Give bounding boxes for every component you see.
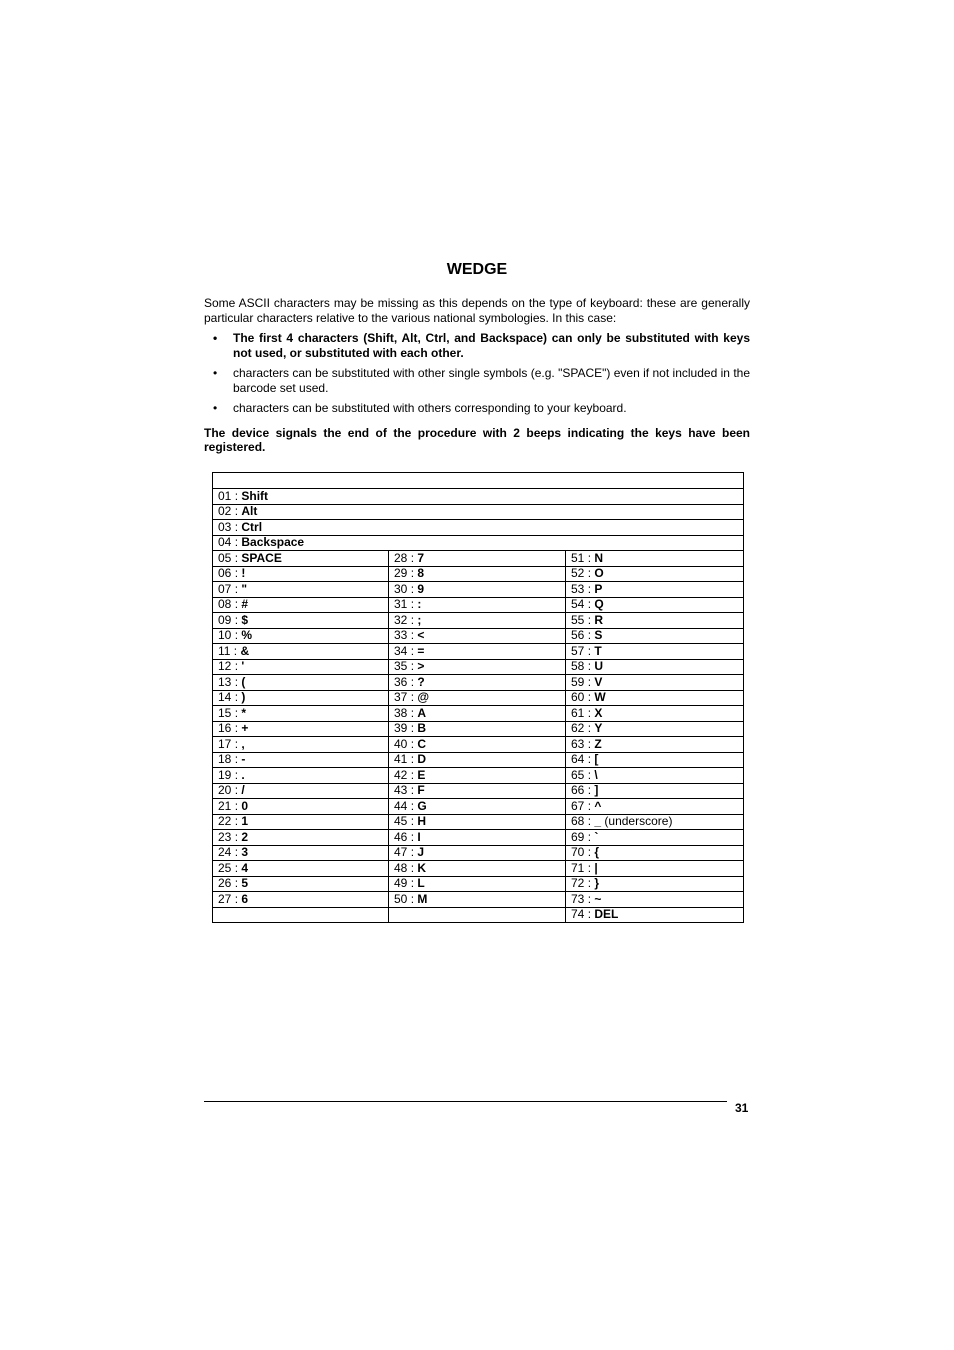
table-row	[213, 613, 744, 629]
table-cell: 46 : I	[389, 830, 566, 846]
table-cell: 61 : X	[566, 706, 744, 722]
table-cell: 23 : 2	[213, 830, 389, 846]
code-number: 32	[394, 612, 408, 627]
code-number: 48	[394, 860, 408, 875]
key-label: 8	[417, 566, 425, 581]
table-cell: 36 : ?	[389, 675, 566, 691]
table-cell: 65 : \	[566, 768, 744, 784]
code-number: 10	[218, 628, 232, 643]
code-number: 08	[218, 597, 232, 612]
table-row	[213, 752, 744, 768]
code-number: 68	[571, 814, 585, 829]
key-label: <	[417, 628, 425, 643]
code-number: 33	[394, 628, 408, 643]
code-number: 56	[571, 628, 585, 643]
table-row	[213, 566, 744, 582]
code-number: 43	[394, 783, 408, 798]
code-number: 06	[218, 566, 232, 581]
character-code-table-body	[213, 473, 744, 923]
table-cell	[389, 907, 566, 923]
table-cell: 38 : A	[389, 706, 566, 722]
table-cell: 11 : &	[213, 644, 389, 660]
code-number: 71	[571, 860, 585, 875]
table-cell: 02 : Alt	[213, 504, 744, 520]
key-label: :	[417, 597, 422, 612]
code-number: 73	[571, 891, 585, 906]
code-number: 03	[218, 519, 232, 534]
code-number: 04	[218, 535, 232, 550]
table-cell: 14 : )	[213, 690, 389, 706]
table-cell: 07 : "	[213, 582, 389, 598]
code-number: 44	[394, 798, 408, 813]
table-cell: 70 : {	[566, 845, 744, 861]
key-label: 3	[241, 845, 249, 860]
table-cell: 04 : Backspace	[213, 535, 744, 551]
table-cell: 74 : DEL	[566, 907, 744, 923]
table-cell: 60 : W	[566, 690, 744, 706]
table-row	[213, 907, 744, 923]
table-cell: 51 : N	[566, 551, 744, 567]
key-label: S	[594, 628, 603, 643]
bullet-item: • The first 4 characters (Shift, Alt, Ctrl, and Backspace) can only be substituted with keys not used, or substituted with each other.	[204, 331, 750, 360]
table-row	[213, 504, 744, 520]
table-row	[213, 675, 744, 691]
table-header-cell	[213, 473, 744, 489]
table-cell: 73 : ~	[566, 892, 744, 908]
code-number: 11	[218, 643, 231, 658]
code-number: 01	[218, 488, 232, 503]
table-row	[213, 582, 744, 598]
table-row	[213, 799, 744, 815]
code-number: 40	[394, 736, 408, 751]
code-number: 31	[394, 597, 408, 612]
key-label: !	[241, 566, 246, 581]
key-label: 1	[241, 814, 249, 829]
table-cell: 31 : :	[389, 597, 566, 613]
table-cell: 16 : +	[213, 721, 389, 737]
code-number: 64	[571, 752, 585, 767]
key-label: H	[417, 814, 427, 829]
table-cell: 54 : Q	[566, 597, 744, 613]
code-number: 36	[394, 674, 408, 689]
table-cell: 06 : !	[213, 566, 389, 582]
table-cell: 57 : T	[566, 644, 744, 660]
bullet-list	[204, 331, 750, 416]
table-row	[213, 644, 744, 660]
key-label: (	[241, 674, 246, 689]
key-label: "	[241, 581, 248, 596]
table-cell: 72 : }	[566, 876, 744, 892]
code-number: 61	[571, 705, 585, 720]
code-number: 34	[394, 643, 408, 658]
table-row	[213, 830, 744, 846]
key-label: F	[417, 783, 425, 798]
key-label: ^	[594, 798, 602, 813]
code-number: 25	[218, 860, 232, 875]
table-cell: 22 : 1	[213, 814, 389, 830]
bullet-item: • characters can be substituted with other single symbols (e.g. "SPACE") even if not included in the barcode set used.	[204, 366, 750, 395]
table-cell: 15 : *	[213, 706, 389, 722]
table-cell: 35 : >	[389, 659, 566, 675]
code-number: 70	[571, 845, 585, 860]
table-cell: 03 : Ctrl	[213, 520, 744, 536]
key-label: {	[594, 845, 600, 860]
key-label: [	[594, 752, 599, 767]
key-label: Ctrl	[241, 519, 263, 534]
table-cell: 53 : P	[566, 582, 744, 598]
key-label: Alt	[241, 504, 258, 519]
table-cell: 63 : Z	[566, 737, 744, 753]
code-number: 57	[571, 643, 585, 658]
table-row	[213, 628, 744, 644]
table-cell: 24 : 3	[213, 845, 389, 861]
key-label: ~	[594, 891, 602, 906]
key-label: U	[594, 659, 604, 674]
key-note: (underscore)	[604, 814, 673, 829]
code-number: 51	[571, 550, 585, 565]
table-cell: 34 : =	[389, 644, 566, 660]
code-number: 30	[394, 581, 408, 596]
table-row	[213, 489, 744, 505]
key-label: I	[417, 829, 421, 844]
table-cell: 40 : C	[389, 737, 566, 753]
bullet-item: • characters can be substituted with others corresponding to your keyboard.	[204, 401, 750, 416]
key-label: ]	[594, 783, 599, 798]
key-label: Z	[594, 736, 602, 751]
table-cell: 37 : @	[389, 690, 566, 706]
table-row	[213, 721, 744, 737]
table-cell: 05 : SPACE	[213, 551, 389, 567]
table-cell: 21 : 0	[213, 799, 389, 815]
key-label: P	[594, 581, 603, 596]
code-number: 26	[218, 876, 232, 891]
key-label: }	[594, 876, 600, 891]
table-row	[213, 690, 744, 706]
table-cell: 30 : 9	[389, 582, 566, 598]
table-row	[213, 861, 744, 877]
table-cell: 50 : M	[389, 892, 566, 908]
table-cell: 12 : '	[213, 659, 389, 675]
table-cell: 45 : H	[389, 814, 566, 830]
page-title: WEDGE	[446, 261, 508, 278]
code-number: 52	[571, 566, 585, 581]
key-label: J	[417, 845, 425, 860]
table-cell: 19 : .	[213, 768, 389, 784]
code-number: 53	[571, 581, 585, 596]
table-cell: 56 : S	[566, 628, 744, 644]
table-cell: 58 : U	[566, 659, 744, 675]
code-number: 66	[571, 783, 585, 798]
key-label: 5	[241, 876, 249, 891]
code-number: 19	[218, 767, 232, 782]
table-cell: 09 : $	[213, 613, 389, 629]
code-number: 59	[571, 674, 585, 689]
table-cell: 71 : |	[566, 861, 744, 877]
code-number: 54	[571, 597, 585, 612]
code-number: 27	[218, 891, 232, 906]
key-label: K	[417, 860, 427, 875]
code-number: 07	[218, 581, 232, 596]
key-label: Q	[594, 597, 604, 612]
table-cell: 59 : V	[566, 675, 744, 691]
table-row	[213, 876, 744, 892]
key-label: Shift	[241, 488, 269, 503]
table-cell: 43 : F	[389, 783, 566, 799]
key-label: D	[417, 752, 427, 767]
code-number: 50	[394, 891, 408, 906]
code-number: 47	[394, 845, 408, 860]
table-cell: 29 : 8	[389, 566, 566, 582]
code-number: 60	[571, 690, 585, 705]
key-label: +	[241, 721, 249, 736]
code-number: 37	[394, 690, 408, 705]
code-number: 24	[218, 845, 232, 860]
table-cell: 44 : G	[389, 799, 566, 815]
code-number: 49	[394, 876, 408, 891]
table-row	[213, 737, 744, 753]
table-row	[213, 706, 744, 722]
table-row	[213, 892, 744, 908]
code-number: 67	[571, 798, 585, 813]
character-code-table	[212, 472, 744, 923]
table-cell: 48 : K	[389, 861, 566, 877]
table-row	[213, 659, 744, 675]
key-label: SPACE	[241, 550, 282, 565]
code-number: 46	[394, 829, 408, 844]
key-label: )	[241, 690, 246, 705]
code-number: 45	[394, 814, 408, 829]
key-label: T	[594, 643, 602, 658]
code-number: 18	[218, 752, 232, 767]
code-number: 41	[394, 752, 408, 767]
table-cell: 08 : #	[213, 597, 389, 613]
key-label: V	[594, 674, 603, 689]
key-label: M	[417, 891, 428, 906]
table-cell: 52 : O	[566, 566, 744, 582]
key-label: C	[417, 736, 427, 751]
key-label: E	[417, 767, 426, 782]
code-number: 35	[394, 659, 408, 674]
table-row	[213, 768, 744, 784]
key-label: L	[417, 876, 425, 891]
table-cell: 13 : (	[213, 675, 389, 691]
table-cell: 47 : J	[389, 845, 566, 861]
key-label: ,	[241, 736, 245, 751]
code-number: 05	[218, 550, 232, 565]
code-number: 21	[218, 798, 232, 813]
table-row	[213, 845, 744, 861]
table-cell: 18 : -	[213, 752, 389, 768]
key-label: >	[417, 659, 425, 674]
table-cell: 69 : `	[566, 830, 744, 846]
code-number: 62	[571, 721, 585, 736]
table-cell: 68 : _ (underscore)	[566, 814, 744, 830]
key-label: -	[241, 752, 246, 767]
key-label: $	[241, 612, 249, 627]
code-number: 74	[571, 907, 585, 922]
table-cell: 66 : ]	[566, 783, 744, 799]
body-text	[204, 296, 750, 455]
code-number: 29	[394, 566, 408, 581]
code-number: 17	[218, 736, 232, 751]
key-label: %	[241, 628, 253, 643]
key-label: A	[417, 705, 427, 720]
table-cell: 39 : B	[389, 721, 566, 737]
key-label: '	[241, 659, 245, 674]
table-row	[213, 551, 744, 567]
table-cell: 55 : R	[566, 613, 744, 629]
code-number: 65	[571, 767, 585, 782]
key-label: .	[241, 767, 245, 782]
key-label: X	[594, 705, 603, 720]
key-label: |	[594, 860, 598, 875]
key-label: Backspace	[241, 535, 305, 550]
table-cell	[213, 907, 389, 923]
table-cell: 33 : <	[389, 628, 566, 644]
code-number: 28	[394, 550, 408, 565]
table-cell: 27 : 6	[213, 892, 389, 908]
code-number: 20	[218, 783, 232, 798]
code-number: 09	[218, 612, 232, 627]
key-label: _	[594, 814, 602, 829]
code-number: 63	[571, 736, 585, 751]
key-label: 0	[241, 798, 249, 813]
code-number: 15	[218, 705, 232, 720]
table-row	[213, 783, 744, 799]
code-number: 14	[218, 690, 232, 705]
table-cell: 17 : ,	[213, 737, 389, 753]
key-label: R	[594, 612, 604, 627]
table-cell: 20 : /	[213, 783, 389, 799]
code-number: 22	[218, 814, 232, 829]
key-label: =	[417, 643, 425, 658]
code-number: 16	[218, 721, 232, 736]
table-cell: 10 : %	[213, 628, 389, 644]
key-label: 4	[241, 860, 249, 875]
code-number: 55	[571, 612, 585, 627]
key-label: \	[594, 767, 598, 782]
key-label: G	[417, 798, 427, 813]
key-label: ;	[417, 612, 422, 627]
key-label: ?	[417, 674, 425, 689]
code-number: 69	[571, 829, 585, 844]
key-label: #	[241, 597, 249, 612]
code-number: 02	[218, 504, 232, 519]
table-cell: 25 : 4	[213, 861, 389, 877]
key-label: 6	[241, 891, 249, 906]
key-label: 9	[417, 581, 425, 596]
key-label: 2	[241, 829, 249, 844]
key-label: DEL	[594, 907, 619, 922]
key-label: N	[594, 550, 604, 565]
code-number: 38	[394, 705, 408, 720]
table-cell: 41 : D	[389, 752, 566, 768]
key-label: O	[594, 566, 604, 581]
table-cell: 01 : Shift	[213, 489, 744, 505]
table-cell: 49 : L	[389, 876, 566, 892]
key-label: B	[417, 721, 427, 736]
key-label: 7	[417, 550, 425, 565]
table-cell: 42 : E	[389, 768, 566, 784]
key-label: @	[417, 690, 430, 705]
table-cell: 64 : [	[566, 752, 744, 768]
key-label: Y	[594, 721, 603, 736]
table-header-row	[213, 473, 744, 489]
intro-paragraph: Some ASCII characters may be missing as this depends on the type of keyboard: these are generally particular characters relative to the various national symbologies. In this case:	[204, 296, 750, 325]
code-number: 58	[571, 659, 585, 674]
key-label: *	[241, 705, 247, 720]
footer-divider	[204, 1101, 727, 1102]
code-number: 23	[218, 829, 232, 844]
table-cell: 26 : 5	[213, 876, 389, 892]
table-row	[213, 535, 744, 551]
key-label: &	[240, 643, 250, 658]
table-cell: 32 : ;	[389, 613, 566, 629]
code-number: 13	[218, 674, 232, 689]
code-number: 12	[218, 659, 232, 674]
table-cell: 62 : Y	[566, 721, 744, 737]
table-row	[213, 597, 744, 613]
code-number: 39	[394, 721, 408, 736]
code-number: 42	[394, 767, 408, 782]
key-label: `	[594, 829, 599, 844]
key-label: /	[241, 783, 245, 798]
code-number: 72	[571, 876, 585, 891]
page-number: 31	[735, 1101, 749, 1115]
key-label: W	[594, 690, 606, 705]
closing-paragraph: The device signals the end of the procedure with 2 beeps indicating the keys have been registered.	[204, 425, 750, 454]
table-row	[213, 814, 744, 830]
table-cell: 28 : 7	[389, 551, 566, 567]
table-cell: 67 : ^	[566, 799, 744, 815]
table-row	[213, 520, 744, 536]
